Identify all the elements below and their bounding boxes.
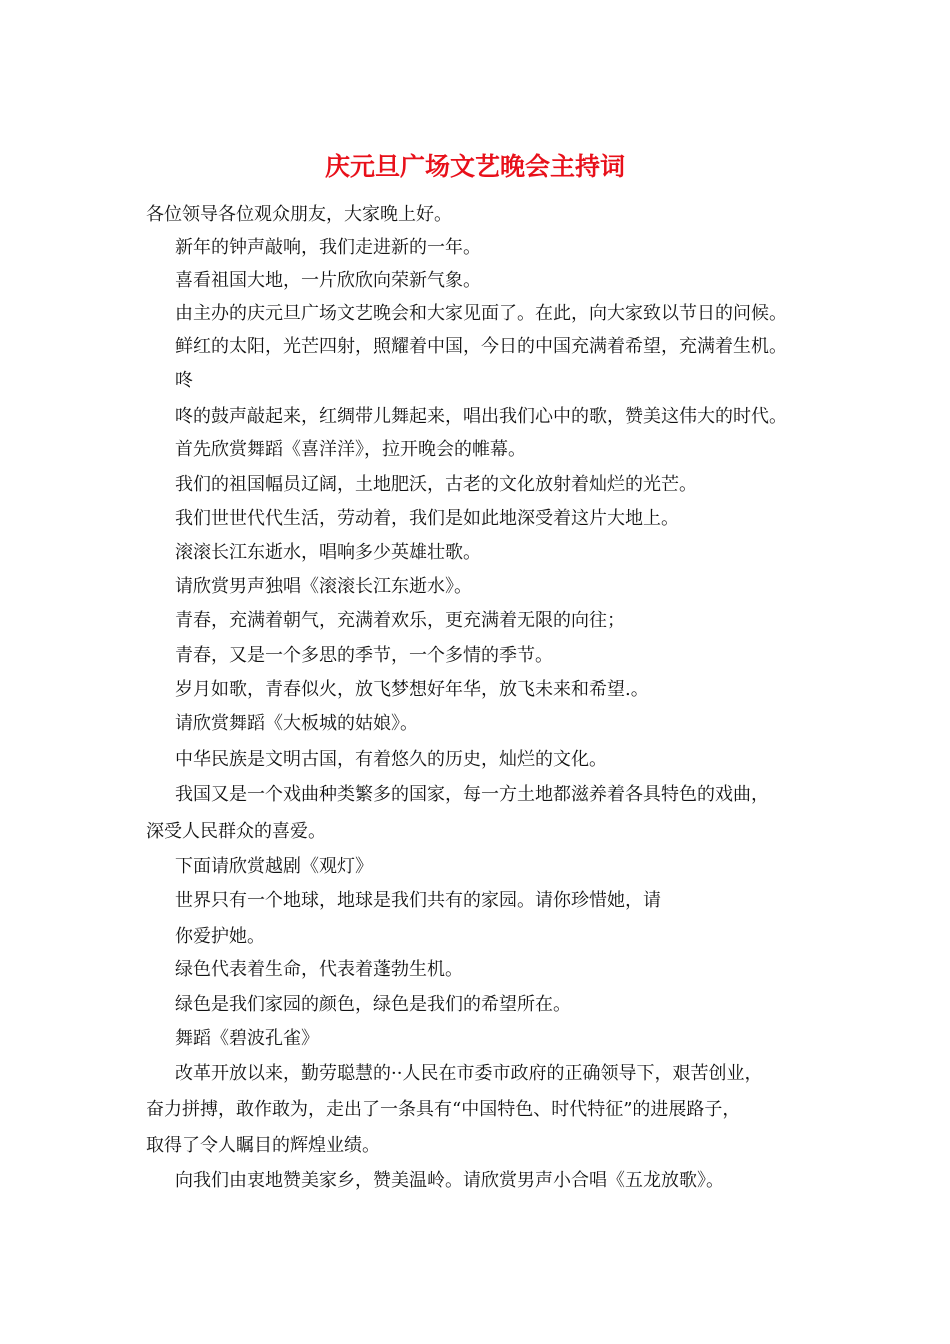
paragraph-line: 向我们由衷地赞美家乡，赞美温岭。请欣赏男声小合唱《五龙放歌》。 xyxy=(175,1170,724,1191)
paragraph-line: 取得了令人瞩目的辉煌业绩。 xyxy=(146,1135,380,1156)
paragraph-line: 喜看祖国大地，一片欣欣向荣新气象。 xyxy=(175,270,481,291)
paragraph-line: 我国又是一个戏曲种类繁多的国家，每一方土地都滋养着各具特色的戏曲， xyxy=(175,784,769,805)
paragraph-line: 绿色代表着生命，代表着蓬勃生机。 xyxy=(175,959,463,980)
paragraph-line: 岁月如歌，青春似火，放飞梦想好年华，放飞未来和希望.。 xyxy=(175,679,649,700)
paragraph-line: 咚的鼓声敲起来，红绸带儿舞起来，唱出我们心中的歌，赞美这伟大的时代。 xyxy=(175,406,787,427)
paragraph-line: 舞蹈《碧波孔雀》 xyxy=(175,1028,319,1049)
document-title: 庆元旦广场文艺晚会主持词 xyxy=(324,152,625,181)
paragraph-line: 青春，又是一个多思的季节，一个多情的季节。 xyxy=(175,645,553,666)
paragraph-line: 奋力拼搏，敢作敢为，走出了一条具有“中国特色、时代特征”的进展路子， xyxy=(146,1099,741,1120)
paragraph-line: 咚 xyxy=(175,370,193,391)
paragraph-line: 改革开放以来，勤劳聪慧的··人民在市委市政府的正确领导下，艰苦创业， xyxy=(175,1063,763,1084)
paragraph-line: 滚滚长江东逝水，唱响多少英雄壮歌。 xyxy=(175,542,481,563)
paragraph-line: 请欣赏男声独唱《滚滚长江东逝水》。 xyxy=(175,576,472,597)
paragraph-line: 绿色是我们家园的颜色，绿色是我们的希望所在。 xyxy=(175,994,571,1015)
paragraph-line: 中华民族是文明古国，有着悠久的历史，灿烂的文化。 xyxy=(175,749,607,770)
paragraph-line: 我们的祖国幅员辽阔，土地肥沃，古老的文化放射着灿烂的光芒。 xyxy=(175,474,697,495)
paragraph-line: 鲜红的太阳，光芒四射，照耀着中国，今日的中国充满着希望，充满着生机。 xyxy=(175,336,787,357)
paragraph-line: 青春，充满着朝气，充满着欢乐，更充满着无限的向往； xyxy=(175,610,625,631)
paragraph-line: 首先欣赏舞蹈《喜洋洋》，拉开晚会的帷幕。 xyxy=(175,439,526,460)
paragraph-line: 世界只有一个地球，地球是我们共有的家园。请你珍惜她，请 xyxy=(175,890,661,911)
paragraph-line: 各位领导各位观众朋友，大家晚上好。 xyxy=(146,204,452,225)
paragraph-line: 新年的钟声敲响，我们走进新的一年。 xyxy=(175,237,481,258)
paragraph-line: 我们世世代代生活，劳动着，我们是如此地深受着这片大地上。 xyxy=(175,508,679,529)
paragraph-line: 深受人民群众的喜爱。 xyxy=(146,821,326,842)
paragraph-line: 请欣赏舞蹈《大板城的姑娘》。 xyxy=(175,713,418,734)
paragraph-line: 下面请欣赏越剧《观灯》 xyxy=(175,856,373,877)
paragraph-line: 由主办的庆元旦广场文艺晚会和大家见面了。在此，向大家致以节日的问候。 xyxy=(175,303,787,324)
paragraph-line: 你爱护她。 xyxy=(175,926,265,947)
